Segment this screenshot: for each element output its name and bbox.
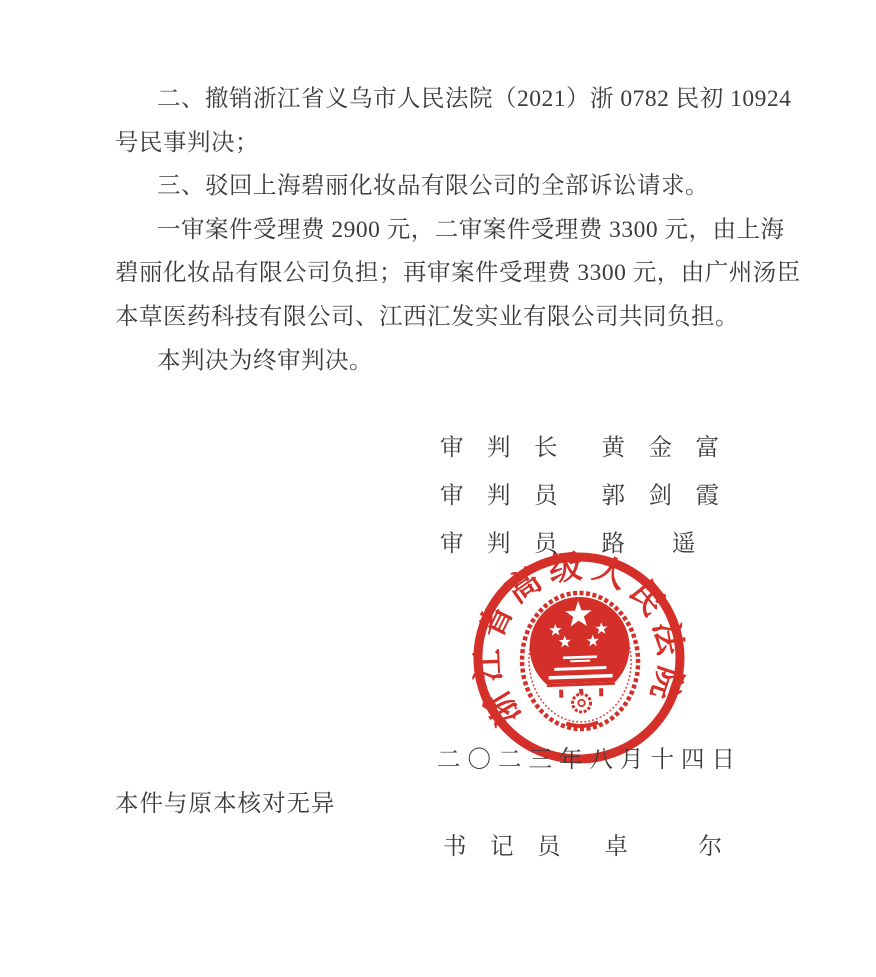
judgment-line: 二、撤销浙江省义乌市人民法院（2021）浙 0782 民初 10924: [157, 86, 792, 112]
judge-name: 黄 金 富: [601, 435, 719, 461]
judge-row: [440, 472, 719, 520]
judgment-line: 号民事判决；: [115, 129, 259, 156]
judgment-date: 二〇二三年八月十四日: [437, 747, 742, 773]
judgment-body: [115, 78, 805, 383]
judge-row: [440, 424, 719, 472]
clerk-row: [443, 827, 722, 861]
clerk-role-label: 书 记 员: [443, 834, 561, 860]
national-emblem: [520, 591, 641, 731]
clerk-name: 卓 尔: [604, 834, 722, 860]
judge-role-label: 审 判 员: [440, 483, 558, 509]
certification-note: 本件与原本核对无异: [115, 791, 336, 817]
judgment-line: 本判决为终审判决。: [157, 347, 373, 374]
judge-name: 路 遥: [601, 531, 696, 557]
judgment-line: 一审案件受理费 2900 元，二审案件受理费 3300 元，由上海: [157, 216, 785, 243]
judge-name: 郭 剑 霞: [601, 483, 719, 509]
judgment-line: 三、驳回上海碧丽化妆品有限公司的全部诉讼请求。: [157, 173, 709, 200]
judgment-line: 碧丽化妆品有限公司负担；再审案件受理费 3300 元，由广州汤臣: [115, 260, 801, 287]
judgment-line: 本草医药科技有限公司、江西汇发实业有限公司共同负担。: [115, 303, 739, 330]
judge-role-label: 审 判 长: [440, 435, 558, 461]
ribbon-icon: [566, 722, 598, 726]
judge-role-label: 审 判 员: [440, 531, 558, 557]
seal-text: 浙江省高级人民法院: [470, 548, 689, 732]
